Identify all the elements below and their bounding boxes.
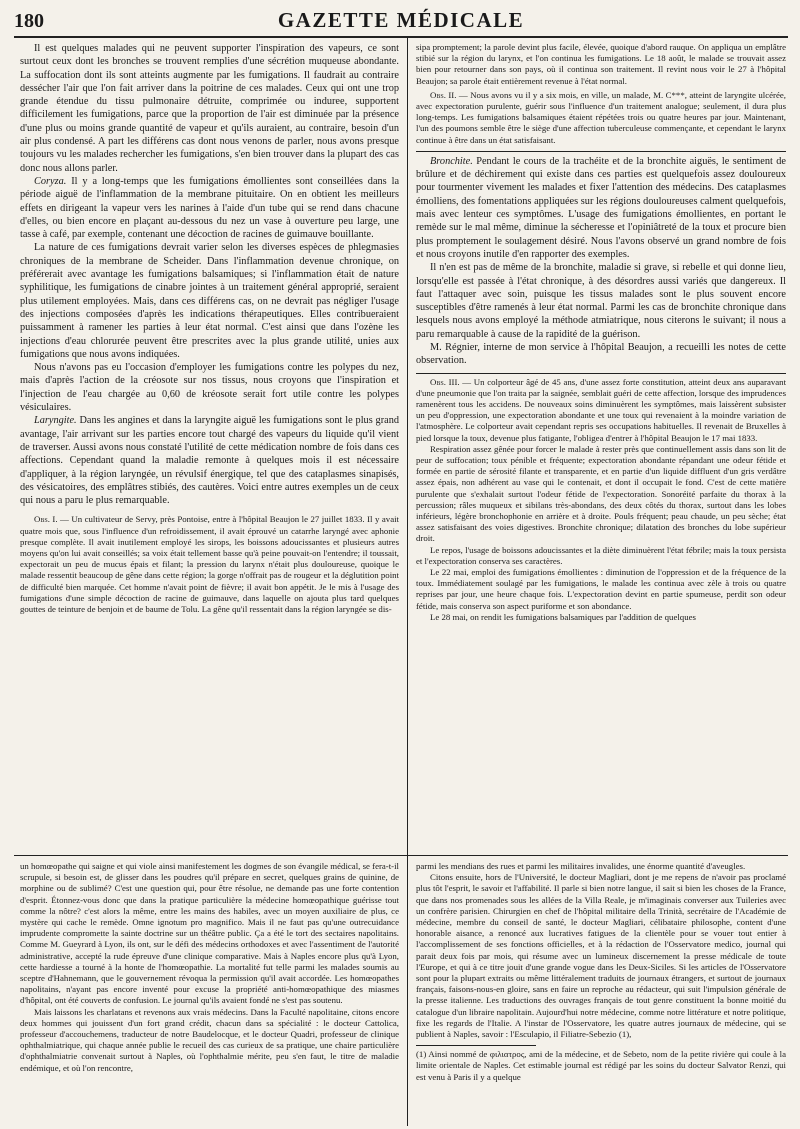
bottom-section (14, 856, 788, 1126)
paragraph: Respiration assez gênée pour forcer le malade à rester près que continuellement assis dans son lit de peur de suffocation; toux pénible et fréquente; expectoration abondante répandant une odeur fétide et formée en partie de sérosité filante et transparente, et en partie d'un liquide diffluent d'un gris verdâtre assez épais, non adhérent au vase qui le contenait, et dont il occupait le fond. C'est de cette matière purulente que s'exhalait surtout l'odeur fétide de l'expectoration. Sonoréité parfaite du thorax à la percussion; râles muqueux et sibilans très-abondans, des deux côtés du thorax, surtout dans les lobes inférieurs, légère bronchophonie en arrière et à droite. Pouls fréquent; peau chaude, un peu sèche; état assez satisfaisant des voies digestives. Bronchite chronique; dilatation des bronches du lobe supérieur droit. (416, 443, 786, 544)
observation-text: — Nous avons vu il y a six mois, en ville, un malade, M. C***, atteint de laryngite ulcérée, avec expectoration purulente, guérir sous l'influence d'un traitement analogue; seulement, il dura plus long-temps. Les fumigations balsamiques étaient répétées trois ou quatre heures par jour. Maintenant, l'un des poumons semble être le siège d'une affection tuberculeuse commençante, et cependant le larynx continue à être dans un état satisfaisant. (416, 89, 786, 145)
paragraph: Il n'en est pas de même de la bronchite, maladie si grave, si rebelle et qui donne lieu, lorsqu'elle est passée à l'état chronique, à des désordres aussi variés que dangereux. Il faut l'attaquer avec soin, puisque les tissus malades sont le plus souvent encore susceptibles d'être ramenés à leur état normal. Parmi les cas de bronchite chronique dans lesquels nous avons employé la méthode atmiatrique, nous citerons le suivant; il nous a paru remarquable à cause de la rapidité de la guérison. (416, 262, 786, 340)
top-right-column (408, 38, 788, 855)
footnote: (1) Ainsi nommé de φιλιατρος, ami de la médecine, et de Sebeto, nom de la petite rivière qui coule à la limite orientale de Naples. Cet estimable journal est rédigé par les soins du docteur Salvator Renzi, qui est venu à Paris il y a quelque (416, 1049, 786, 1082)
paragraph: La nature de ces fumigations devrait varier selon les diverses espèces de phlegmasies chroniques de la membrane de Scheider. Dans l'inflammation devenue chronique, on préférerait avec avantage les fumigations balsamiques; si l'inflammation était de nature syphilitique, les fumigations de cinabre jointes à un traitement général approprié, seraient plus utilement employées. Mais, dans ces différens cas, on ne devrait pas négliger l'usage des injections composées d'après les indications thérapeutiques. Elles contribueraient puissamment à ramener les parties à leur état normal. C'est ainsi que dans l'ozène les injections d'eau chlorurée peuvent être prescrites avec la plus grande utilité, unies aux fumigations que nous avons indiquées. (20, 242, 399, 360)
observation-label: Obs. I. (34, 514, 58, 525)
divider (416, 373, 786, 374)
bottom-left-column (14, 856, 408, 1126)
observation-label: Obs. III. (430, 376, 460, 387)
paragraph: Le 22 mai, emploi des fumigations émollientes : diminution de l'oppression et de la fréquence de la toux. Immédiatement soulagé par les fumigations, le malade les continua avec zèle à trois ou quatre reprises par jour, une heure chaque fois. L'expectoration devint en partie spumeuse, perdit son odeur fétide, mais conserva son aspect puriforme et son abondance. (416, 567, 786, 611)
paragraph-text: Pendant le cours de la trachéite et de la bronchite aiguës, le sentiment de brûlure et de déchirement qui existe dans ces parties est quelquefois assez douloureux pour tourmenter vivement les malades et fixer l'attention des médecins. Des cataplasmes émolliens, des fomentations appliquées sur les régions douloureuses calment quelquefois, mais avec lenteur ces symptômes. L'usage des fumigations émollientes, en portant le remède sur le mal même, diminue la sécheresse et l'opiniâtreté de la toux et procure bien plus promptement le soulagement désiré. Nous l'avons observé un grand nombre de fois et nous croyons inutile d'en rapporter des exemples. (416, 155, 787, 260)
paragraph: Mais laissons les charlatans et revenons aux vrais médecins. Dans la Faculté napolitaine, citons encore deux hommes qui jouissent d'un fort grand crédit, chacun dans sa spécialité : le docteur Cattolica, professeur d'accouchemens, traducteur de notre Baudelocque, et le docteur Quadri, professeur de clinique ophthalmiatrique, qui chaque année publie le recueil des cas curieux de sa pratique, une chaire particulière d'ophthalmiatrie convenait surtout à Naples, où l'ophthalmie mérite, peu s'en faut, le titre de maladie endémique, et où l'on rencontre, (20, 1006, 399, 1073)
paragraph-text: Il y a long-temps que les fumigations émollientes sont conseillées dans la période aiguë de l'inflammation de la membrane pituitaire. On en obtient les meilleurs effets en dirigeant la vapeur vers les narines à l'aide d'un tube qui se rend dans chacune d'elles, ou bien encore en plaçant au-dessous du nez un vase à ouverture peu large, une tasse à café, par exemple, contenant une décoction de racines de guimauve bouillante. (20, 175, 400, 241)
paragraph-coryza (20, 175, 399, 241)
paragraph: Nous n'avons pas eu l'occasion d'employer les fumigations contre les polypes du nez, mais d'après l'action de la créosote sur nos tissus, nous croyons que l'inspiration et l'injection de l'eau chargée au 0,60 de kréosote serait fort utile contre les polypes vésiculaires. (20, 362, 399, 414)
paragraph: parmi les mendians des rues et parmi les militaires invalides, une énorme quantité d'aveugles. (416, 861, 746, 871)
paragraph: Le repos, l'usage de boissons adoucissantes et la diète diminuèrent l'état fébrile; mais la toux persista et l'expectoration conserva ses caractères. (416, 544, 786, 566)
paragraph: M. Régnier, interne de mon service à l'hôpital Beaujon, a recueilli les notes de cette observation. (416, 341, 786, 367)
bottom-right-column (408, 856, 788, 1126)
section-title-bronchite: Bronchite. (430, 155, 473, 167)
paragraph-text: Dans les angines et dans la laryngite aiguë les fumigations sont le plus grand avantage, l'air arrivant sur les parties encore tout chargé des vapeurs du liquide qu'il vient de traverser. Aussi avons nous constaté l'utilité de cette médication nombre de fois dans ces affections. Cependant quand la maladie remonte à quelques mois il est nécessaire d'appliquer, à la région laryngée, un révulsif énergique, tel que des cataplasmes sinapisés, des vésicatoires, des emplâtres stibiés, des cautères. Voici entre autres exemples un de ceux qui nous a paru le plus remarquable. (20, 415, 399, 507)
section-title-coryza: Coryza. (34, 175, 67, 187)
observation-text: — Un colporteur âgé de 45 ans, d'une assez forte constitution, atteint deux ans auparavant d'une pneumonie que l'on traita par la saignée, semblait guéri de cette affection, lorsque des imprudences ramenèrent tous les accidens. De nouveaux soins diminuèrent les symptômes, mais laissèrent subsister un peu d'oppression, une expectoration abondante et une toux qui revenaient à la moindre variation de l'atmosphère. Le colporteur avait cependant repris ses occupations habituelles. Il revenait de Bruxelles à pied lorsque la toux, devenue plus fatigante, l'obligea d'entrer à l'hôpital Beaujon le 17 mai 1833. (416, 376, 787, 443)
publication-title: GAZETTE MÉDICALE (277, 8, 525, 32)
observation-2 (416, 90, 786, 146)
observation-label: Obs. II. (430, 89, 457, 100)
footnote-divider (416, 1045, 536, 1046)
top-section (14, 38, 788, 856)
paragraph-laryngite (20, 414, 399, 507)
section-title-laryngite: Laryngite. (34, 415, 77, 427)
top-left-column (14, 38, 408, 855)
paragraph: Citons ensuite, hors de l'Université, le docteur Magliari, dont je me repens de n'avoir pas proclamé plus tôt l'esprit, le savoir et l'affabilité. Il parle si bien notre langue, il sait si bien les choses de la France, que dans nos promenades sous les allées de la Villa Reale, je m'imaginais converser aux Tuileries avec un confrère parisien. Chirurgien en chef de l'hôpital militaire della Trinità, secrétaire de l'Académie de médecine, membre du conseil de santé, le docteur Magliari, célibataire philosophe, content d'une honorable aisance, a renoncé aux lucratives fatigues de la clientèle pour se vouer tout entier à l'accomplissement de ses fonctions officielles, et à la rédaction de l'Osservatore medico, journal qui parait deux fois par mois, qui résume avec un lumineux discernement la presse médicale de toute l'Europe, et qui à ce titre jouit d'une grande vogue dans les Deux-Siciles. Si les articles de l'Osservatore sont pour la plupart extraits ou même littéralement traduits de journaux étrangers, et surtout de journaux français, faisons-nous-en gloire, sans en faire un reproche au rédacteur, qui suit l'impulsion générale de la presse italienne. Les traductions des ouvrages français de tout genre constituent la bonne moitié du catalogue d'un libraire napolitain. Aujourd'hui notre médecine, comme notre littérature et notre politique, fixe les regards de l'Italie. A l'instar de l'Osservatore, les quatre autres journaux de médecine, qui se publient à Naples, savoir : l'Esculapio, il Filiatre-Sebezio (1), (416, 872, 786, 1040)
observation-3 (416, 377, 786, 444)
masthead (14, 8, 788, 38)
observation-1 (20, 514, 399, 615)
paragraph-bronchite (416, 155, 786, 261)
paragraph-continued: sipa promptement; la parole devint plus facile, élevée, quoique d'abord rauque. On appliqua un emplâtre stibié sur la région du larynx, et l'on continua les fumigations. Le 18 août, le malade se trouvait assez bien pour retourner dans son pays, où il continua son traitement. Il revint nous voir le 27 à l'hôpital Beaujon; sa parole était entièrement revenue à l'état normal. (416, 42, 786, 86)
paragraph: Le 28 mai, on rendit les fumigations balsamiques par l'addition de quelques (430, 611, 696, 622)
observation-text: — Un cultivateur de Servy, près Pontoise, entre à l'hôpital Beaujon le 27 juillet 1833. Il y avait quatre mois que, sous l'influence d'un refroidissement, il avait éprouvé un catarrhe laryngé avec aphonie presque complète. Il avait inutilement employé les sirops, les boissons adoucissantes et plusieurs autres moyens qu'on lui avait conseillés; sa voix était tellement basse qu'à peine pouvait-on l'entendre; il toussait, expectorait un peu de mucus épais et filant; la pression du larynx n'était plus douloureuse, quoique le malade ressentit beaucoup de gêne dans cette région; la gorge n'offrait pas de rougeur et la déglutition point de difficulté bien marquée. Cet homme n'avait point de fièvre; il avait bon appétit. Je le mis à l'usage des fumigations d'une simple décoction de racine de guimauve, dans laquelle on ajouta plus tard quelques gouttes de teinture de benjoin et de baume de Tolu. La gêne qu'il ressentait dans la région laryngée se dis- (20, 514, 399, 615)
paragraph: un homœopathe qui saigne et qui viole ainsi manifestement les dogmes de son évangile médical, se fera-t-il scrupule, si besoin est, de glisser dans les poudres qu'il prépare en secret, quelques grains de quinine, de morphine ou de sublimé? C'est une question qui, pour être résolue, ne demande pas une forte contention d'esprit. Étonnez-vous donc que dans la pratique particulière la médecine homœopathique guérisse tout comme la nôtre? c'est alors la même, entre les mains des habiles, avec un moyen auxiliaire de plus, ce mystère qui cache le remède. Omne ignotum pro magnifico. Mais il ne faut pas qu'une outrecuidance imprudente compromette la sainte doctrine sur un théâtre public. Ça a été le tort des sectaires napolitains. Comme M. Gueyrard à Lyon, ils ont, sur le défi des médecins orthodoxes et avec l'assentiment de l'autorité administrative, accepté la rude épreuve d'une clinique comparative. Mais à Naples encore plus qu'à Lyon, cette hardiesse a tourné à la honte de l'homœopathie. La mortalité fut telle parmi les malades soumis au sceptre d'Hahnemann, que le gouvernement révoqua la permission qu'il avait accordée. Les homœopathes napolitains, n'ayant pas encore inventé pour excuse la propriété anti-homœopathique des miasmes d'hôpital, ont été couverts de confusion. Le journal qu'ils avaient fondé ne s'est pas soutenu. (20, 861, 399, 1006)
divider (416, 151, 786, 152)
paragraph: Il est quelques malades qui ne peuvent supporter l'inspiration des vapeurs, ce sont surtout ceux dont les bronches se trouvent remplies d'une sécrétion muqueuse abondante. La suffocation dont ils sont atteints augmente par les fumigations. Il faudrait au contraire dessécher l'air que l'on fait arriver dans la poitrine de ces malades. Ceux qui ont une trop grande étendue du tissu pulmonaire détruite, comprimée ou induree, supportent difficilement les fumigations, parce que la proportion de l'air est diminuée par la présence d'une plus ou moins grande quantité de vapeur et qu'ils auraient, au contraire, besoin d'un air plus condensé. A part les différens cas dont nous venons de parler, nous avons presque toujours vu les malades rechercher les fumigations, s'en bien trouver dans la plupart des cas donc nous allons parler. (20, 43, 399, 174)
page-number: 180 (14, 10, 44, 32)
